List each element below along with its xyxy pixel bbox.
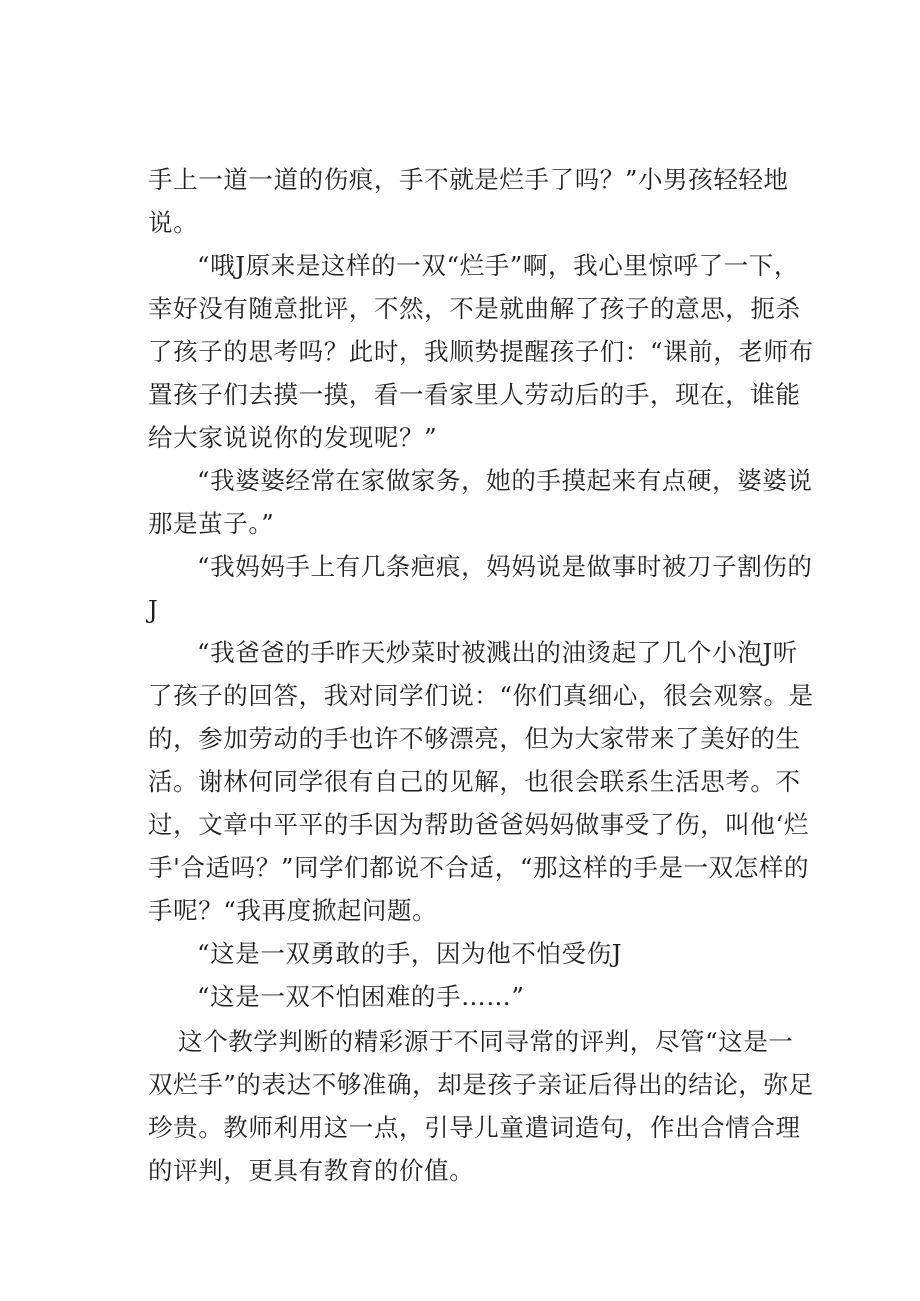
paragraph-8: 这个教学判断的精彩源于不同寻常的评判，尽管“这是一双烂手”的表达不够准确，却是孩子亲证后得出的结论，弥足珍贵。教师利用这一点，引导儿童遣词造句，作出合情合理的评判，更具有教育的价值。 [148, 1027, 814, 1185]
paragraph-7: “这是一双不怕困难的手……” [197, 982, 525, 1011]
paragraph-1: 手上一道一道的伤痕，手不就是烂手了吗？”小男孩轻轻地说。 [148, 165, 789, 237]
paragraph-5: “我爸爸的手昨天炒菜时被溅出的油烫起了几个小泡J听了孩子的回答，我对同学们说：“你们真细心，很会观察。是的，参加劳动的手也许不够漂亮，但为大家带来了美好的生活。谢林何同学很有自己的见解，也很会联系生活思考。不过，文章中平平的手因为帮助爸爸妈妈做事受了伤，叫他‘烂手'合适吗？”同学们都说不合适，“那这样的手是一双怎样的手呢？“我再度掀起问题。 [148, 638, 814, 925]
paragraph-3: “我婆婆经常在家做家务，她的手摸起来有点硬，婆婆说那是茧子。” [148, 466, 813, 538]
paragraph-6: “这是一双勇敢的手，因为他不怕受伤J [197, 939, 623, 968]
paragraph-4: “我妈妈手上有几条疤痕，妈妈说是做事时被刀子割伤的J [148, 552, 813, 624]
paragraph-2: “哦J原来是这样的一双“烂手”啊，我心里惊呼了一下，幸好没有随意批评，不然，不是就曲解了孩子的意思，扼杀了孩子的思考吗？此时，我顺势提醒孩子们：“课前，老师布置孩子们去摸一摸，看一看家里人劳动后的手，现在，谁能给大家说说你的发现呢？” [148, 251, 814, 452]
document-body [148, 158, 816, 1192]
